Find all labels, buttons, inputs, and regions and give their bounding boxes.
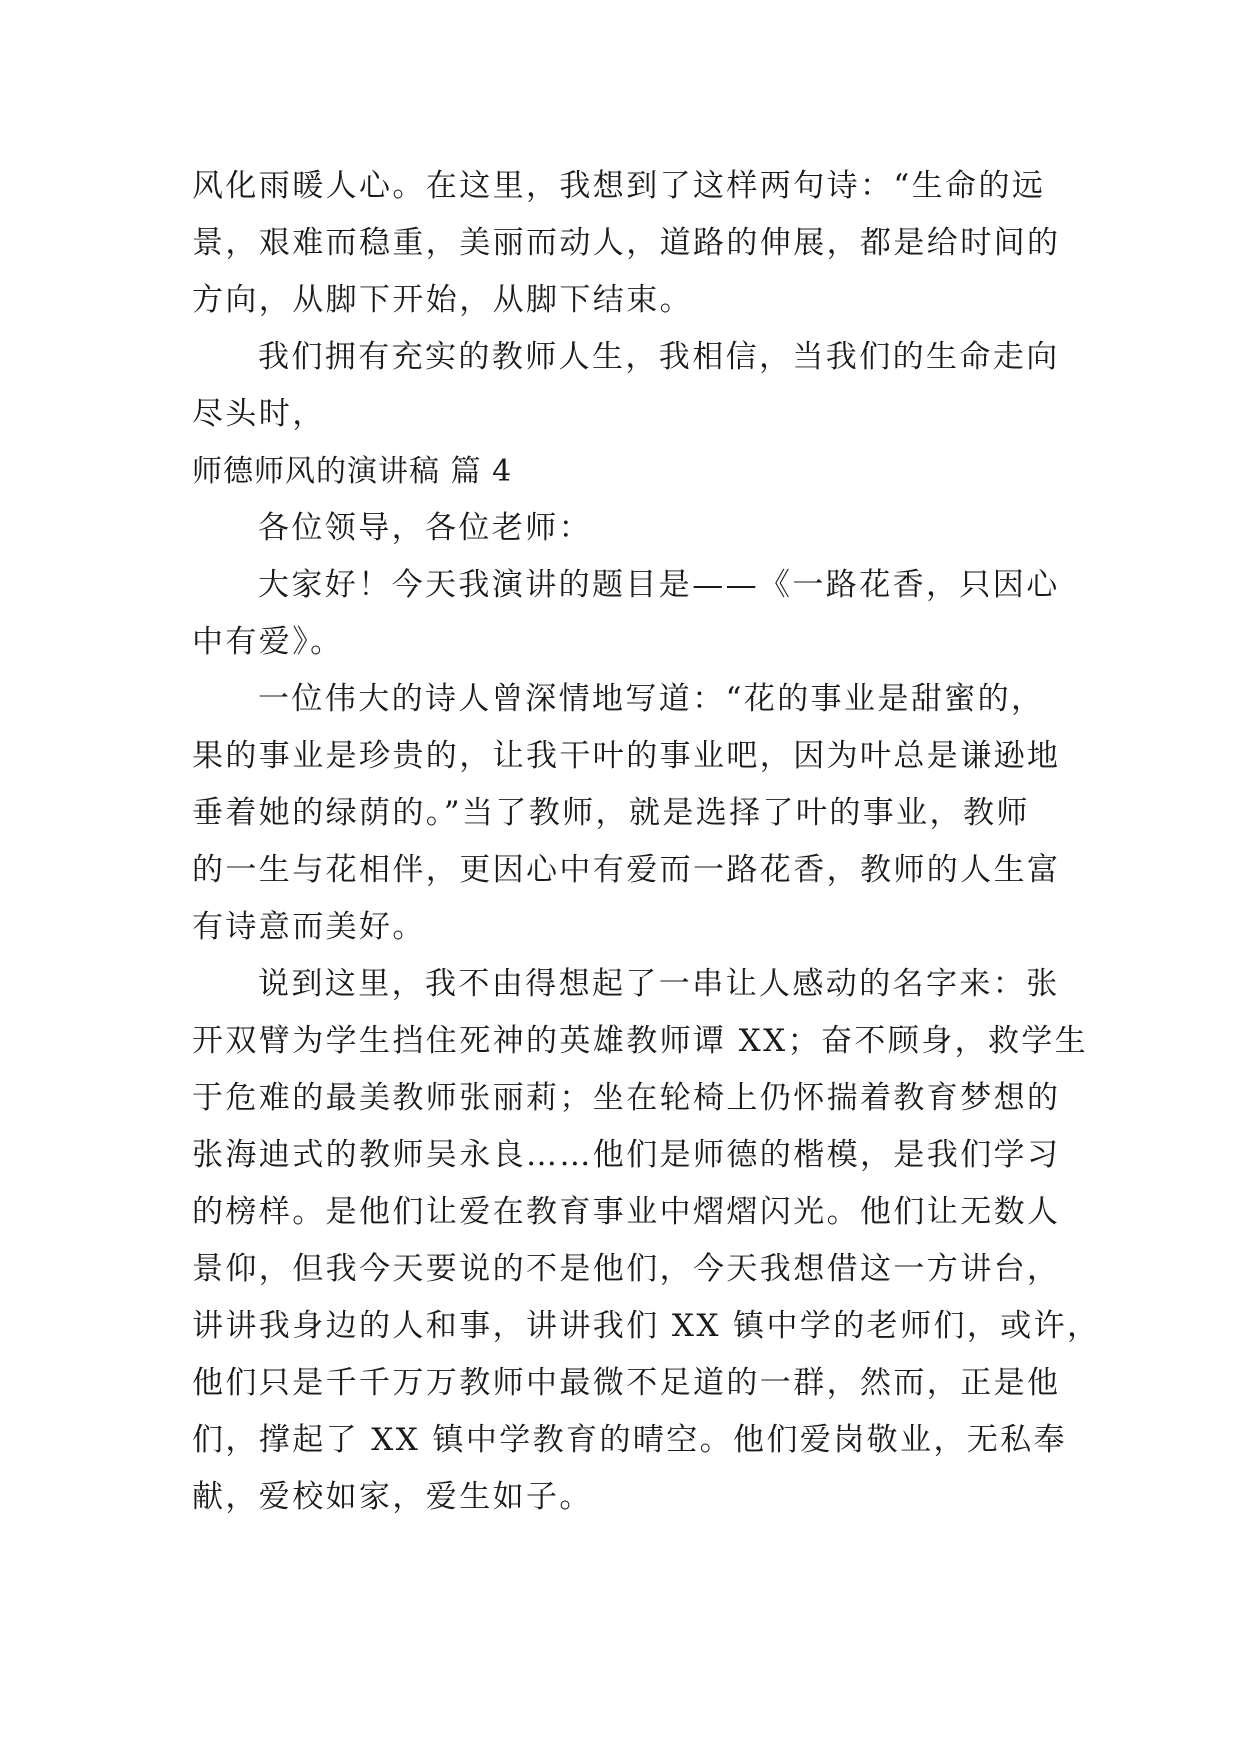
text-line: 于危难的最美教师张丽莉；坐在轮椅上仍怀揣着教育梦想的 bbox=[192, 1080, 1061, 1116]
paragraph bbox=[192, 500, 1072, 557]
text-line: 的一生与花相伴，更因心中有爱而一路花香，教师的人生富 bbox=[192, 852, 1061, 888]
text-line: 献，爱校如家，爱生如子。 bbox=[192, 1479, 593, 1515]
text-line: 讲讲我身边的人和事，讲讲我们 XX 镇中学的老师们，或许， bbox=[192, 1308, 1101, 1344]
text-line: 景仰，但我今天要说的不是他们，今天我想借这一方讲台， bbox=[192, 1251, 1061, 1287]
text-line: 中有爱》。 bbox=[192, 624, 344, 660]
paragraph bbox=[192, 956, 1101, 1526]
document-body bbox=[192, 158, 1101, 1526]
text-line: 风化雨暖人心。在这里，我想到了这样两句诗：“生命的远 bbox=[192, 168, 1046, 204]
text-line: 垂着她的绿荫的。”当了教师，就是选择了叶的事业，教师 bbox=[192, 795, 1030, 831]
paragraph bbox=[192, 329, 1072, 443]
text-line: 的榜样。是他们让爱在教育事业中熠熠闪光。他们让无数人 bbox=[192, 1194, 1061, 1230]
text-line: 有诗意而美好。 bbox=[192, 909, 426, 945]
text-line: 大家好！今天我演讲的题目是——《一路花香，只因心 bbox=[258, 567, 1060, 603]
paragraph bbox=[192, 158, 1072, 329]
paragraph bbox=[192, 671, 1072, 956]
text-line: 方向，从脚下开始，从脚下结束。 bbox=[192, 282, 693, 318]
text-line: 张海迪式的教师吴永良……他们是师德的楷模，是我们学习 bbox=[192, 1137, 1061, 1173]
text-line: 说到这里，我不由得想起了一串让人感动的名字来：张 bbox=[258, 966, 1060, 1002]
text-line: 尽头时， bbox=[192, 396, 326, 432]
text-line: 我们拥有充实的教师人生，我相信，当我们的生命走向 bbox=[258, 339, 1060, 375]
text-line: 景，艰难而稳重，美丽而动人，道路的伸展，都是给时间的 bbox=[192, 225, 1061, 261]
text-line: 他们只是千千万万教师中最微不足道的一群，然而，正是他 bbox=[192, 1365, 1061, 1401]
paragraph bbox=[192, 557, 1072, 671]
text-line: 各位领导，各位老师： bbox=[258, 510, 592, 546]
text-line: 一位伟大的诗人曾深情地写道：“花的事业是甜蜜的， bbox=[258, 681, 1045, 717]
text-line: 果的事业是珍贵的，让我干叶的事业吧，因为叶总是谦逊地 bbox=[192, 738, 1061, 774]
text-line: 们，撑起了 XX 镇中学教育的晴空。他们爱岗敬业，无私奉 bbox=[192, 1422, 1068, 1458]
text-line: 开双臂为学生挡住死神的英雄教师谭 XX；奋不顾身，救学生 bbox=[192, 1023, 1089, 1059]
section-heading: 师德师风的演讲稿 篇 4 bbox=[192, 454, 513, 489]
